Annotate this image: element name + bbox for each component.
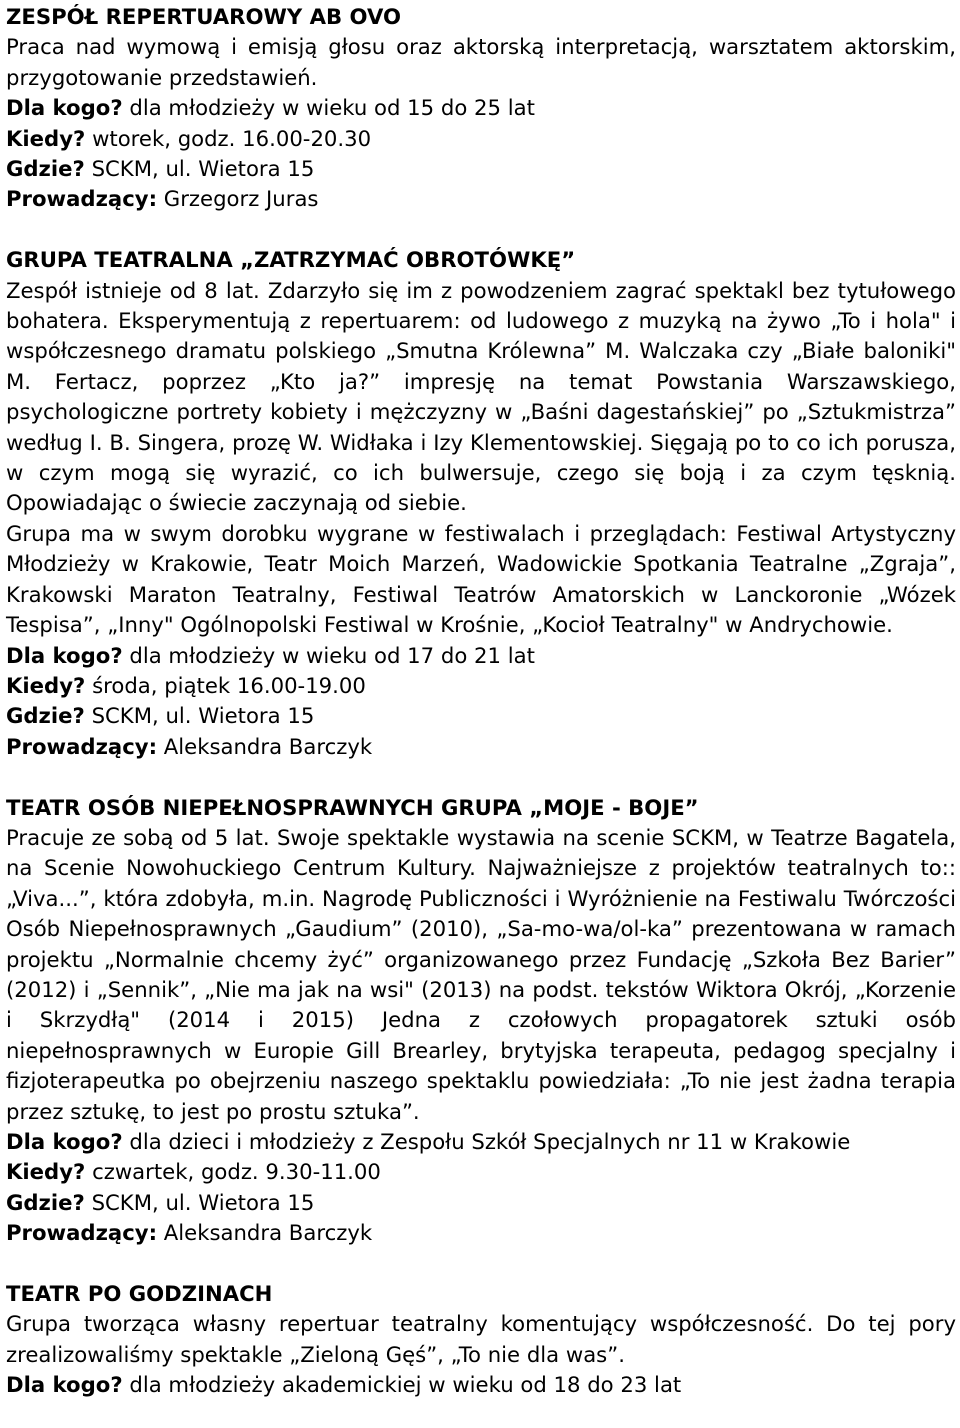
schedule-label: Kiedy? bbox=[6, 672, 86, 698]
audience-row bbox=[6, 93, 956, 123]
instructor-value: Aleksandra Barczyk bbox=[163, 1220, 373, 1246]
instructor-row bbox=[6, 732, 956, 762]
section-title: TEATR PO GODZINACH bbox=[6, 1281, 273, 1307]
instructor-label: Prowadzący: bbox=[6, 1220, 158, 1246]
instructor-row bbox=[6, 184, 956, 214]
location-row bbox=[6, 154, 956, 184]
location-label: Gdzie? bbox=[6, 1189, 85, 1215]
audience-label: Dla kogo? bbox=[6, 95, 123, 121]
audience-row bbox=[6, 1127, 956, 1157]
location-row bbox=[6, 701, 956, 731]
location-value: SCKM, ul. Wietora 15 bbox=[91, 703, 315, 729]
section-ab-ovo bbox=[6, 2, 956, 215]
schedule-row bbox=[6, 671, 956, 701]
location-row bbox=[6, 1188, 956, 1218]
instructor-value: Grzegorz Juras bbox=[163, 186, 319, 212]
instructor-value: Aleksandra Barczyk bbox=[163, 733, 373, 759]
instructor-label: Prowadzący: bbox=[6, 186, 158, 212]
instructor-row bbox=[6, 1218, 956, 1248]
section-title: ZESPÓŁ REPERTUAROWY AB OVO bbox=[6, 4, 401, 29]
schedule-value: środa, piątek 16.00-19.00 bbox=[92, 672, 366, 698]
audience-value: dla dzieci i młodzieży z Zespołu Szkół Specjalnych nr 11 w Krakowie bbox=[129, 1129, 851, 1154]
audience-value: dla młodzieży akademickiej w wieku od 18 do 23 lat bbox=[129, 1372, 682, 1398]
location-label: Gdzie? bbox=[6, 156, 85, 182]
location-value: SCKM, ul. Wietora 15 bbox=[91, 156, 315, 182]
section-title: GRUPA TEATRALNA „ZATRZYMAĆ OBROTÓWKĘ” bbox=[6, 247, 576, 273]
audience-label: Dla kogo? bbox=[6, 1129, 123, 1154]
audience-row bbox=[6, 641, 956, 671]
section-description: Pracuje ze sobą od 5 lat. Swoje spektakle wystawia na scenie SCKM, w Teatrze Bagatela, na Scenie Nowohuckiego Centrum Kultury. Najważniejsze z projektów teatralnych to:: „Viva...”, która zdobyła, m.in. Nagrodę Publiczności i Wyróżnienie na Festiwalu Twórczości Osób Niepełnosprawnych „Gaudium” (2010), „Sa-mo-wa/ol-ka” prezentowana w ramach projektu „Normalnie chcemy żyć” organizowanego przez Fundację „Szkoła Bez Barier” (2012) i „Sennik”, „Nie ma jak na wsi" (2013) na podst. tekstów Wiktora Okrój, „Korzenie i Skrzydłą" (2014 i 2015) Jedna z czołowych propagatorek sztuki osób niepełnosprawnych w Europie Gill Brearley, brytyjska terapeuta, pedagog specjalny i fizjoterapeutka po obejrzeniu naszego spektaklu powiedziała: „To nie jest żadna terapia przez sztukę, to jest po prostu sztuka”. bbox=[6, 824, 956, 1124]
section-moje-boje bbox=[6, 793, 956, 1249]
audience-value: dla młodzieży w wieku od 15 do 25 lat bbox=[129, 95, 535, 121]
location-value: SCKM, ul. Wietora 15 bbox=[91, 1189, 315, 1215]
spacer bbox=[6, 1249, 956, 1279]
audience-value: dla młodzieży w wieku od 17 do 21 lat bbox=[129, 642, 535, 668]
spacer bbox=[6, 215, 956, 245]
schedule-value: czwartek, godz. 9.30-11.00 bbox=[92, 1159, 381, 1185]
schedule-row bbox=[6, 124, 956, 154]
location-label: Gdzie? bbox=[6, 703, 85, 729]
section-description: Praca nad wymową i emisją głosu oraz aktorską interpretacją, warsztatem aktorskim, przygotowanie przedstawień. bbox=[6, 34, 956, 90]
audience-label: Dla kogo? bbox=[6, 642, 123, 668]
section-po-godzinach bbox=[6, 1279, 956, 1401]
spacer bbox=[6, 762, 956, 792]
section-zatrzymac-obrotowke bbox=[6, 245, 956, 762]
section-achievements: Grupa ma w swym dorobku wygrane w festiwalach i przeglądach: Festiwal Artystyczny Młodzieży w Krakowie, Teatr Moich Marzeń, Wadowickie Spotkania Teatralne „Zgraja”, Krakowski Maraton Teatralny, Festiwal Teatrów Amatorskich w Lanckoronie „Wózek Tespisa”, „Inny" Ogólnopolski Festiwal w Krośnie, „Kocioł Teatralny" w Andrychowie. bbox=[6, 520, 956, 638]
section-title: TEATR OSÓB NIEPEŁNOSPRAWNYCH GRUPA „MOJE - BOJE” bbox=[6, 794, 699, 820]
document bbox=[6, 0, 956, 1401]
schedule-label: Kiedy? bbox=[6, 125, 86, 151]
audience-label: Dla kogo? bbox=[6, 1372, 123, 1398]
schedule-row bbox=[6, 1157, 956, 1187]
audience-row bbox=[6, 1370, 956, 1400]
schedule-value: wtorek, godz. 16.00-20.30 bbox=[92, 125, 372, 151]
section-description: Zespół istnieje od 8 lat. Zdarzyło się im z powodzeniem zagrać spektakl bez tytułowego bohatera. Eksperymentują z repertuarem: od ludowego z muzyką na żywo „To i hola" i współczesnego dramatu polskiego „Smutna Królewna” M. Walczaka czy „Białe baloniki" M. Fertacz, poprzez „Kto ja?” impresję na temat Powstania Warszawskiego, psychologiczne portrety kobiety i mężczyzny w „Baśni dagestańskiej” po „Sztukmistrza” według I. B. Singera, prozę W. Widłaka i Izy Klementowskiej. Sięgają po to co ich porusza, w czym mogą się wyrazić, co ich bulwersuje, czego się boją i za czym tęsknią. Opowiadając o świecie zaczynają od siebie. bbox=[6, 277, 956, 516]
instructor-label: Prowadzący: bbox=[6, 733, 158, 759]
section-description: Grupa tworząca własny repertuar teatralny komentujący współczesność. Do tej pory zrealizowaliśmy spektakle „Zieloną Gęś”, „To nie dla was”. bbox=[6, 1311, 956, 1367]
schedule-label: Kiedy? bbox=[6, 1159, 86, 1185]
